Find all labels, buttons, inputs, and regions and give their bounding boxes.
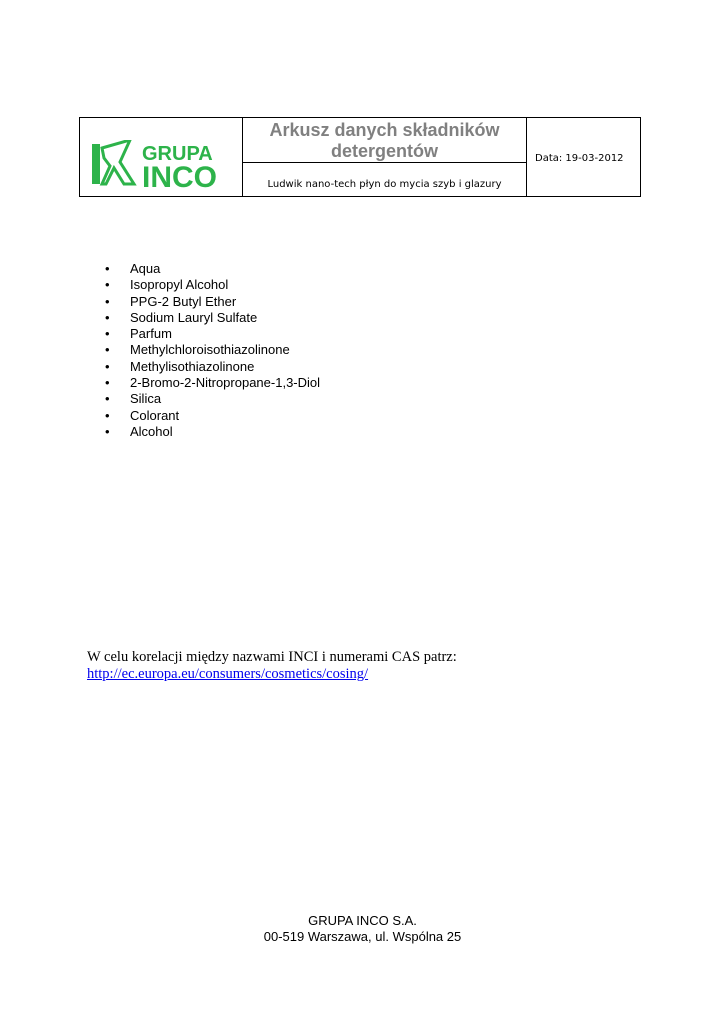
document-title: Arkusz danych składników detergentów [243, 118, 527, 163]
header-table [79, 117, 641, 197]
bullet-icon: • [105, 358, 110, 374]
inci-note-text: W celu korelacji między nazwami INCI i numerami CAS patrz: [87, 649, 457, 665]
ingredient-name: Parfum [130, 326, 172, 342]
ingredient-item [105, 326, 320, 342]
footer-company: GRUPA INCO S.A. [308, 913, 417, 928]
bullet-icon: • [105, 277, 110, 293]
bullet-icon: • [105, 423, 110, 439]
document-date: Data: 19-03-2012 [535, 153, 624, 164]
ingredient-list [105, 261, 320, 440]
ingredient-name: Aqua [130, 261, 161, 276]
grupa-inco-logo [90, 140, 232, 188]
ingredient-name: Silica [130, 391, 162, 407]
logo-text-grupa: GRUPA [142, 143, 213, 165]
ingredient-name: Colorant [130, 407, 180, 423]
ingredient-name: PPG-2 Butyl Ether [130, 293, 237, 309]
ingredient-item [105, 310, 320, 326]
ingredient-item [105, 375, 320, 391]
inci-note [87, 649, 457, 683]
ingredient-item [105, 294, 320, 310]
footer-address: 00-519 Warszawa, ul. Wspólna 25 [263, 929, 462, 944]
ingredient-item [105, 391, 320, 407]
bullet-icon: • [105, 375, 110, 391]
ingredient-name: Isopropyl Alcohol [130, 277, 229, 293]
date-cell [527, 118, 640, 196]
bullet-icon: • [105, 391, 110, 407]
bullet-icon: • [105, 342, 110, 358]
ingredient-item [105, 277, 320, 293]
bullet-icon: • [105, 326, 110, 342]
bullet-icon: • [105, 261, 110, 276]
ingredient-name: 2-Bromo-2-Nitropropane-1,3-Diol [130, 375, 321, 391]
ingredient-item [105, 359, 320, 375]
cosing-link[interactable]: http://ec.europa.eu/consumers/cosmetics/cosing/ [87, 666, 369, 682]
logo-cell [80, 118, 243, 196]
product-name: Ludwik nano-tech płyn do mycia szyb i glazury [243, 163, 527, 196]
ingredient-item [105, 261, 320, 277]
logo-text-inco: INCO [142, 161, 217, 188]
ingredient-name: Methylchloroisothiazolinone [130, 342, 290, 358]
ingredient-item [105, 424, 320, 440]
ingredient-item [105, 342, 320, 358]
ingredient-item [105, 408, 320, 424]
footer [0, 913, 725, 945]
bullet-icon: • [105, 309, 110, 325]
ingredient-name: Sodium Lauryl Sulfate [130, 309, 258, 325]
bullet-icon: • [105, 293, 110, 309]
bullet-icon: • [105, 407, 110, 423]
ingredient-name: Methylisothiazolinone [130, 358, 255, 374]
ingredient-name: Alcohol [130, 423, 173, 439]
